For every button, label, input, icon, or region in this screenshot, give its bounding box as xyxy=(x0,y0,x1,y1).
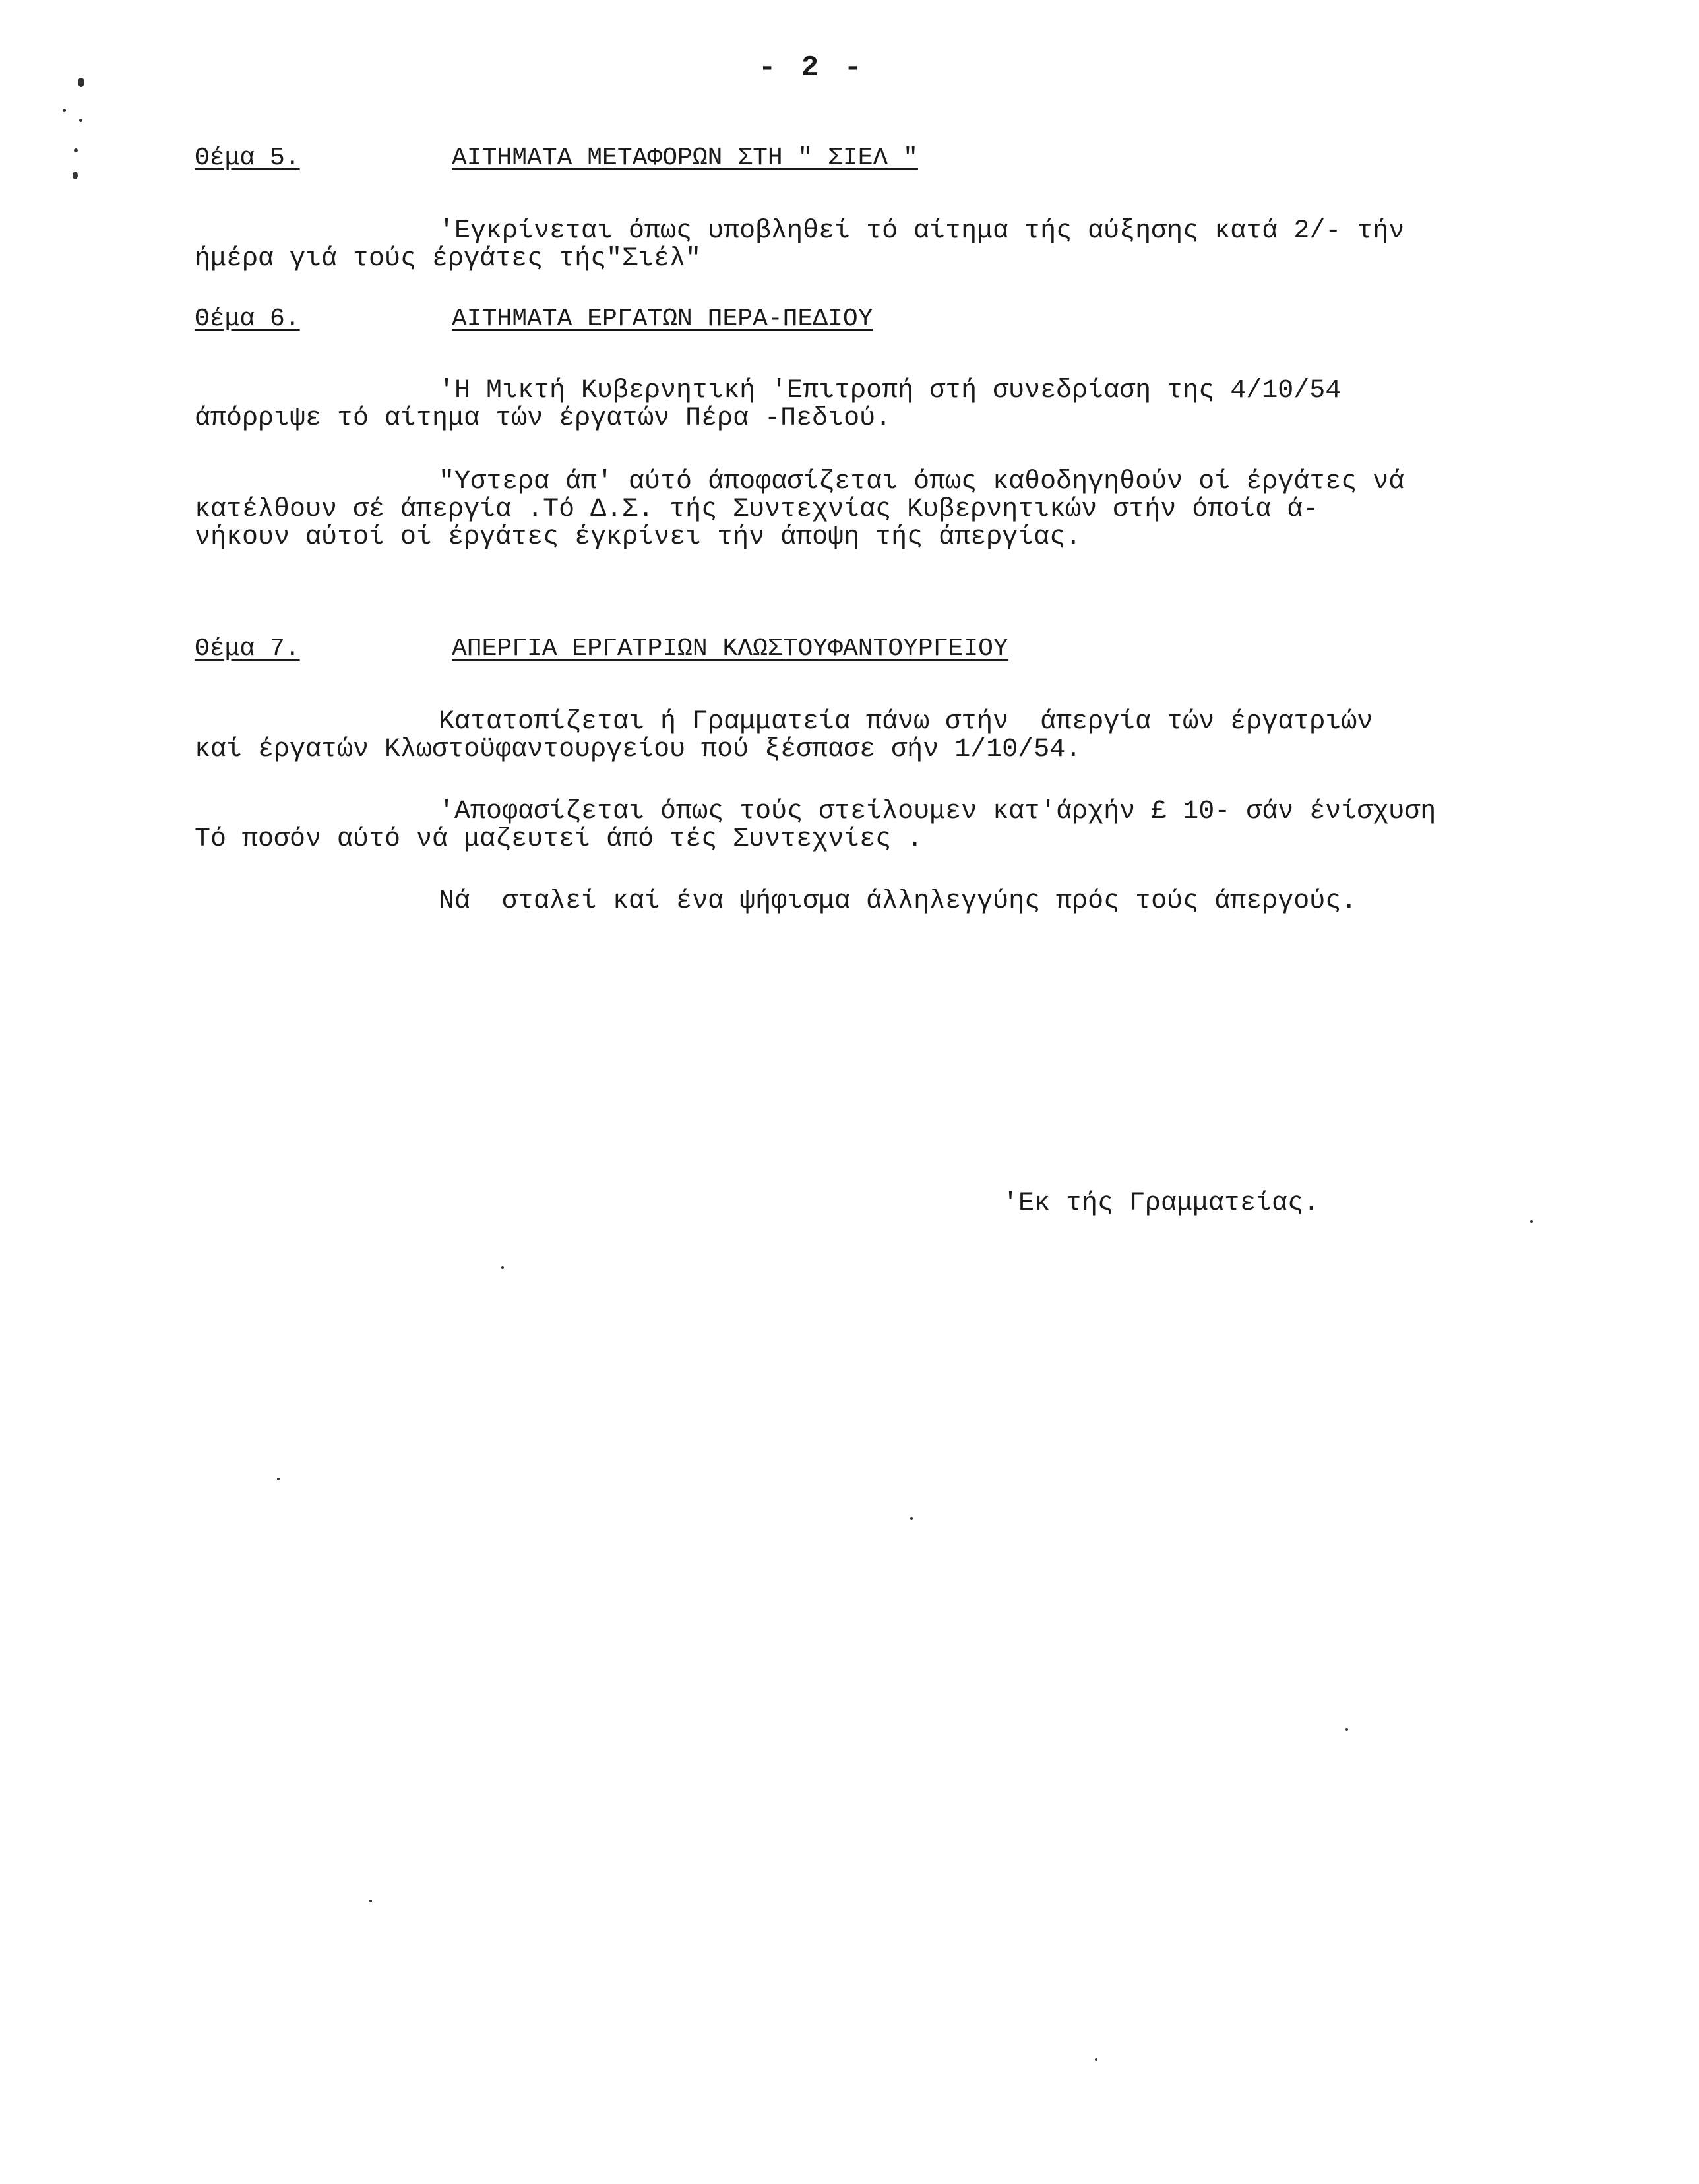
text-line: 'Η Μικτή Κυβερνητική 'Επιτροπή στή συνεδρίαση της 4/10/54 xyxy=(439,376,1342,406)
scan-speck xyxy=(63,109,66,112)
text-line: άπόρριψε τό αίτημα τών έργατών Πέρα -Πεδιού. xyxy=(195,404,892,433)
paragraph xyxy=(195,708,1646,764)
text-line: κατέλθουν σέ άπεργία .Τό Δ.Σ. τής Συντεχνίας Κυβερνητικών στήν όποία ά- xyxy=(195,495,1319,524)
scan-speck xyxy=(369,1900,372,1902)
section-heading xyxy=(195,144,1646,178)
scan-speck xyxy=(277,1478,280,1480)
section-7 xyxy=(195,635,1646,1218)
text-line: Νά σταλεί καί ένα ψήφισμα άλληλεγγύης πρός τούς άπεργούς. xyxy=(439,887,1357,916)
scan-speck xyxy=(501,1266,504,1269)
section-heading xyxy=(195,635,1646,669)
section-title: ΑΠΕΡΓΙΑ ΕΡΓΑΤΡΙΩΝ ΚΛΩΣΤΟΥΦΑΝΤΟΥΡΓΕΙΟΥ xyxy=(452,635,1008,663)
text-line: 'Αποφασίζεται όπως τούς στείλουμεν κατ'άρχήν £ 10- σάν ένίσχυση xyxy=(439,797,1436,827)
scan-speck xyxy=(1345,1728,1348,1731)
text-line: ήμέρα γιά τούς έργάτες τής"Σιέλ" xyxy=(195,244,702,274)
paragraph xyxy=(195,218,1646,273)
section-6 xyxy=(195,305,1646,551)
scan-speck xyxy=(1095,2058,1097,2061)
signature-line: 'Εκ τής Γραμματείας. xyxy=(1003,1189,1320,1218)
text-line: νήκουν αύτοί οί έργάτες έγκρίνει τήν άποψη τής άπεργίας. xyxy=(195,522,1082,552)
scan-speck xyxy=(910,1517,913,1520)
scan-speck xyxy=(78,78,84,87)
text-line: καί έργατών Κλωστοϋφαντουργείου πού ξέσπασε σήν 1/10/54. xyxy=(195,735,1082,764)
text-line: Κατατοπίζεται ή Γραμματεία πάνω στήν άπεργία τών έργατριών xyxy=(439,707,1373,737)
section-heading xyxy=(195,305,1646,339)
paragraph xyxy=(195,468,1646,551)
section-number: Θέμα 6. xyxy=(195,305,300,333)
section-number: Θέμα 7. xyxy=(195,635,300,663)
scan-speck xyxy=(73,172,78,179)
paragraph xyxy=(195,888,1646,916)
page-number: - 2 - xyxy=(758,51,866,84)
section-title: ΑΙΤΗΜΑΤΑ ΜΕΤΑΦΟΡΩΝ ΣΤΗ " ΣΙΕΛ " xyxy=(452,144,918,172)
section-title: ΑΙΤΗΜΑΤΑ ΕΡΓΑΤΩΝ ΠΕΡΑ-ΠΕΔΙΟΥ xyxy=(452,305,873,333)
text-line: 'Εγκρίνεται όπως υποβληθεί τό αίτημα τής αύξησης κατά 2/- τήν xyxy=(439,216,1405,246)
paragraph xyxy=(195,798,1646,854)
text-line: Τό ποσόν αύτό νά μαζευτεί άπό τές Συντεχνίες . xyxy=(195,825,923,854)
paragraph xyxy=(195,377,1646,433)
scan-speck xyxy=(1530,1220,1533,1223)
scan-speck xyxy=(74,148,78,152)
section-5 xyxy=(195,144,1646,273)
scan-speck xyxy=(79,119,82,122)
text-line: "Υστερα άπ' αύτό άποφασίζεται όπως καθοδηγηθούν οί έργάτες νά xyxy=(439,467,1405,497)
section-number: Θέμα 5. xyxy=(195,144,300,172)
